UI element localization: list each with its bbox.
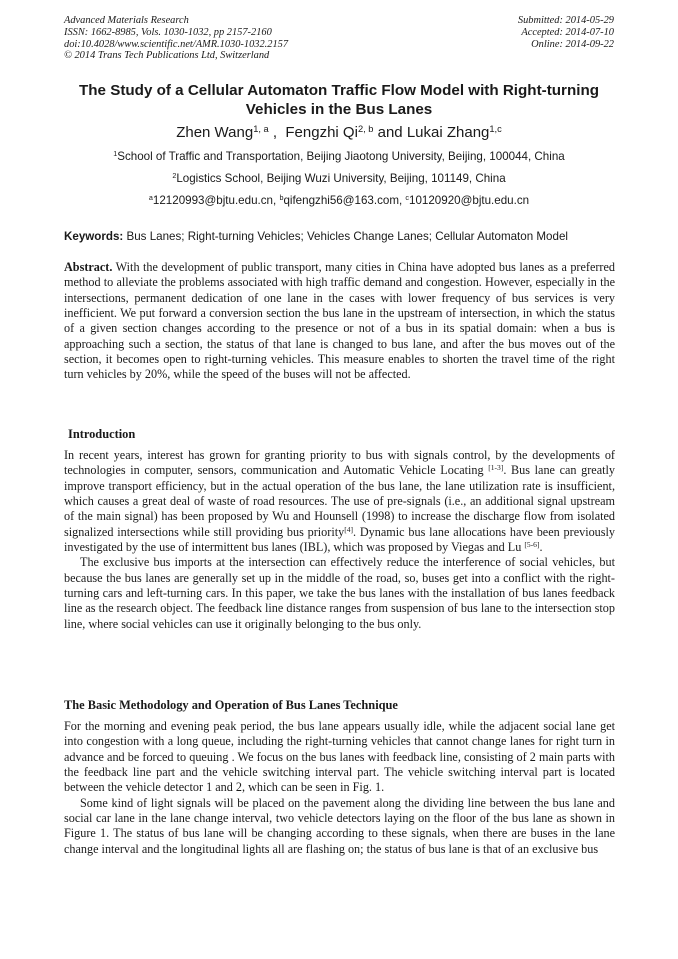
paper-title: The Study of a Cellular Automaton Traffic Flow Model with Right-turning Vehicles in the Bus Lanes (78, 82, 599, 118)
author-emails: $^a$12120993@bjtu.edu.cn, $^b$qifengzhi56@163.com, $^c$10120920@bjtu.edu.cn (148, 193, 530, 207)
paragraph: The exclusive bus imports at the intersection can effectively reduce the interference of social vehicles, but because the bus lanes are generally set up in the middle of the road, so, buses get into a conflict with the right-turning cars and left-turning cars. In this paper, we take the bus lanes with the installation of bus lanes feedback line as the research object. The feedback line distance ranges from suspension of bus lane to the intersection stop line, where social vehicles can use it originally belonging to the bus only. (64, 555, 615, 631)
citation: [1-3] (488, 463, 504, 473)
publication-dates (518, 15, 614, 50)
journal-info (64, 15, 288, 62)
author-affiliation-mark: 1,c (489, 123, 502, 134)
methodology-body (64, 719, 615, 857)
keywords-text: Bus Lanes; Right-turning Vehicles; Vehicles Change Lanes; Cellular Automaton Model (123, 230, 568, 243)
abstract-text: With the development of public transport, many cities in China have adopted bus lanes as a preferred method to alleviate the problems associated with high traffic demand and congestion. However, especially in the intersections, permanent dedication of one lane in the cases with lower frequency of bus services is very inefficient. We put forward a conversion section the bus lane in the upstream of intersection, in which the status of a given section changes according to the presence or not of a bus in its spatial domain: when a bus is approaching such a section, the status of that lane is changed to bus lane, and after the bus moves out of the section, it becomes open to right-turning vehicles. This measure enables to shorten the travel time of the right turn vehicles by 20%, while the speed of the buses will not be affected. (64, 260, 615, 382)
paragraph: Some kind of light signals will be placed on the pavement along the dividing line between the bus lane and social car lane in the lane change interval, two vehicle detectors laying on the floor of the bus lane as shown in Figure 1. The status of bus lane will be changing according to these signals, when there are buses in the lane change interval and the longitudinal lights all are flashing on; the status of bus lane is that of an exclusive bus (64, 795, 615, 856)
keywords (64, 230, 616, 244)
affiliation-1: $^1$School of Traffic and Transportation, Beijing Jiaotong University, Beijing, 100044, China (113, 149, 565, 163)
journal-doi: doi:10.4028/www.scientific.net/AMR.1030-1032.2157 (64, 38, 289, 50)
abstract (64, 260, 615, 383)
abstract-label: Abstract. (64, 260, 113, 274)
citation: [5-6] (524, 539, 540, 549)
paragraph: For the morning and evening peak period, the bus lane appears usually idle, while the adjacent social lane get into congestion with a long queue, including the right-turning vehicles that cannot change lanes for right turn in advance and be forced to queuing . We focus on the bus lanes with feedback line, consisting of 2 main parts with the feedback line part and the vehicle switching interval part. The vehicle switching interval part is located between the vehicle detector 1 and 2, which can be seen in Fig. 1. (64, 719, 615, 795)
author-separator: and (373, 124, 407, 141)
author-name: Lukai Zhang (406, 124, 490, 141)
author-list (64, 124, 614, 142)
keywords-label: Keywords: (64, 230, 124, 243)
date-accepted: Accepted: 2014-07-10 (521, 26, 614, 38)
affiliation-2: $^2$Logistics School, Beijing Wuzi University, Beijing, 101149, China (172, 171, 506, 185)
author-name: Fengzhi Qi (285, 124, 358, 141)
author-name: Zhen Wang (176, 124, 254, 141)
date-submitted: Submitted: 2014-05-29 (517, 15, 614, 26)
paragraph: In recent years, interest has grown for granting priority to bus with signals control, by the developments of technologies in computer, sensors, communication and Automatic Vehicle Locating [1-3]. Bus lane can greatly improve transport efficiency, but in the actual operation of the bus lane, the lane utilization rate is insufficient, which causes a great deal of waste of road resources. The use of pre-signals (i.e., an additional signal upstream of the main signal) has been proposed by Wu and Hounsell (1998) to increase the discharge flow from isolated signalized intersections while still providing bus priority[4]. Dynamic bus lane allocations have been previously investigated by the use of intermittent bus lanes (IBL), which was proposed by Viegas and Lu [5-6]. (64, 448, 615, 555)
section-heading-methodology: The Basic Methodology and Operation of Bus Lanes Technique (64, 698, 398, 712)
section-heading-introduction: Introduction (68, 427, 136, 441)
author-separator: , (268, 124, 286, 141)
author-affiliation-mark: 2, b (357, 123, 374, 134)
journal-copyright: © 2014 Trans Tech Publications Ltd, Switzerland (64, 50, 270, 62)
author-affiliation-mark: 1, a (253, 123, 269, 134)
journal-name: Advanced Materials Research (64, 15, 189, 26)
citation: [4] (344, 524, 354, 534)
date-online: Online: 2014-09-22 (531, 38, 614, 50)
journal-issn: ISSN: 1662-8985, Vols. 1030-1032, pp 2157-2160 (64, 26, 272, 38)
introduction-body (64, 448, 615, 632)
